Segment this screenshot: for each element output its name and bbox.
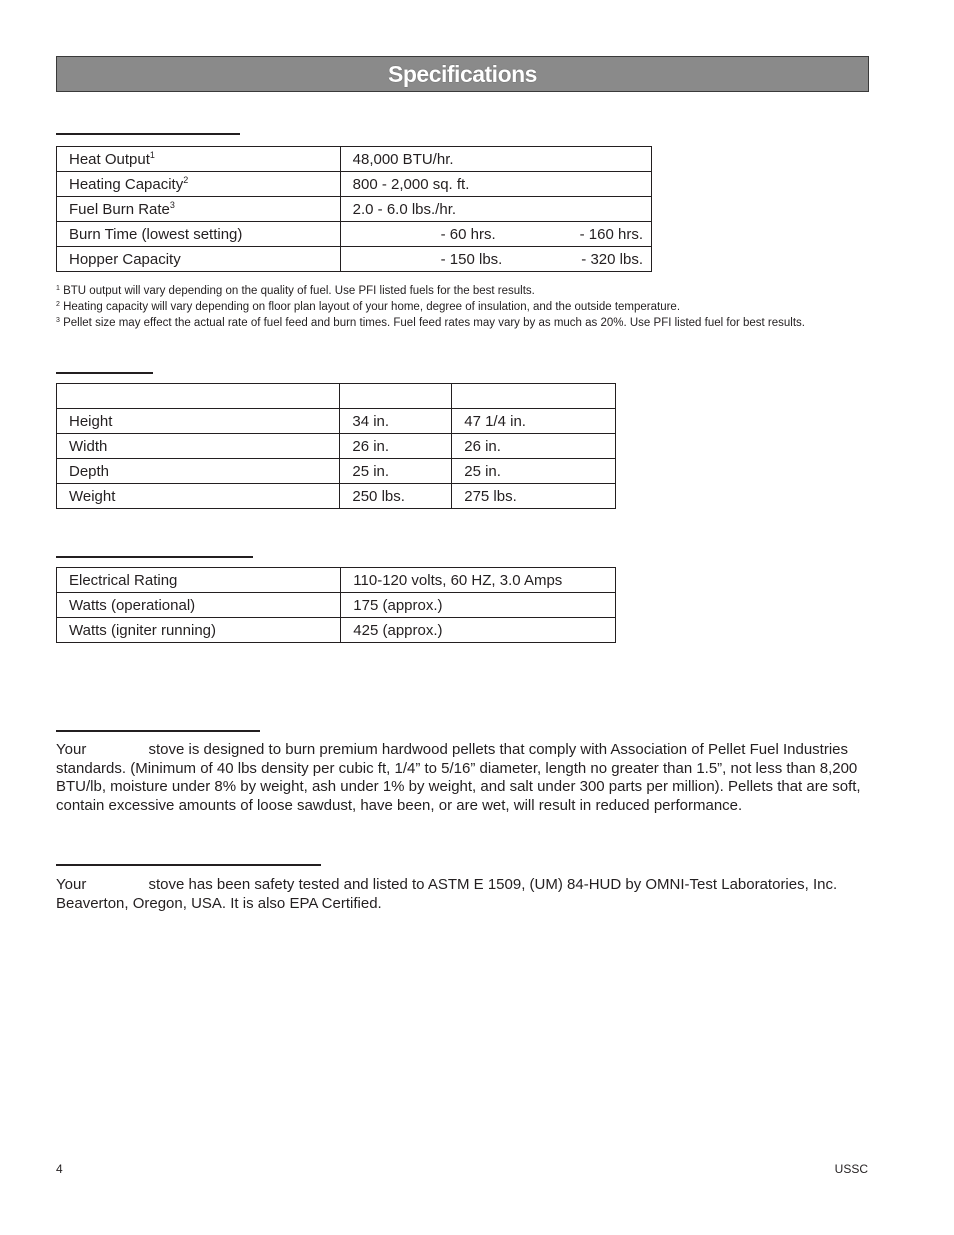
safety-paragraph: Your stove has been safety tested and listed to ASTM E 1509, (UM) 84-HUD by OMNI-Test Laboratories, Inc. Beaverton, Oregon, USA. It is also EPA Certified. (56, 876, 838, 912)
section-heading-rule-electrical (56, 556, 253, 558)
performance-table (56, 146, 652, 272)
row-label: Electrical Rating (57, 568, 341, 593)
row-value: 250 lbs. (340, 484, 452, 509)
table-row (57, 197, 652, 222)
page-title: Specifications (388, 60, 537, 87)
row-value: 48,000 BTU/hr. (340, 147, 651, 172)
row-label: Depth (57, 459, 340, 484)
footnote: $^3$ Pellet size may effect the actual rate of fuel feed and burn times. Fuel feed rates may vary by as much as 20%. Use PFI listed fuel for best results. (56, 317, 805, 329)
row-label: Burn Time (lowest setting) (57, 222, 341, 247)
table-row (57, 222, 652, 247)
row-label: Watts (operational) (57, 593, 341, 618)
row-label: Fuel Burn Rate$^3$ (57, 197, 341, 222)
dimensions-table (56, 383, 616, 509)
row-label: Heating Capacity$^2$ (57, 172, 341, 197)
row-value: 25 in. (452, 459, 616, 484)
section-heading-rule-safety (56, 864, 321, 866)
section-heading-rule-fuel (56, 730, 260, 732)
row-value: 47 1/4 in. (452, 409, 616, 434)
row-value: 800 - 2,000 sq. ft. (340, 172, 651, 197)
column-header (452, 384, 616, 409)
hopper-value-a: - 150 lbs. (440, 251, 503, 268)
column-header (340, 384, 452, 409)
row-value: 2.0 - 6.0 lbs./hr. (340, 197, 651, 222)
row-label: Width (57, 434, 340, 459)
row-value: 275 lbs. (452, 484, 616, 509)
row-value: 110-120 volts, 60 HZ, 3.0 Amps (341, 568, 616, 593)
footnote: $^2$ Heating capacity will vary depending on floor plan layout of your home, degree of insulation, and the outside temperature. (56, 301, 681, 313)
section-heading-rule-performance (56, 133, 240, 135)
row-value: 25 in. (340, 459, 452, 484)
table-header-row (57, 384, 616, 409)
row-value: 175 (approx.) (341, 593, 616, 618)
footnotes (56, 283, 916, 331)
row-label: Height (57, 409, 340, 434)
table-row (57, 409, 616, 434)
row-value (340, 222, 651, 247)
table-row (57, 459, 616, 484)
burn-time-value-a: - 60 hrs. (440, 226, 496, 243)
footnote: $^1$ BTU output will vary depending on the quality of fuel. Use PFI listed fuels for the best results. (56, 285, 535, 297)
table-row (57, 618, 616, 643)
burn-time-value-b: - 160 hrs. (579, 226, 643, 243)
footer-brand: USSC (834, 1162, 868, 1176)
column-header (57, 384, 340, 409)
row-value: 26 in. (340, 434, 452, 459)
row-value: 26 in. (452, 434, 616, 459)
row-label: Watts (igniter running) (57, 618, 341, 643)
row-label: Hopper Capacity (57, 247, 341, 272)
table-row (57, 593, 616, 618)
table-row (57, 434, 616, 459)
row-value: 425 (approx.) (341, 618, 616, 643)
row-value: 34 in. (340, 409, 452, 434)
table-row (57, 147, 652, 172)
table-row (57, 172, 652, 197)
table-row (57, 568, 616, 593)
row-value (340, 247, 651, 272)
row-label: Heat Output$^1$ (57, 147, 341, 172)
hopper-value-b: - 320 lbs. (581, 251, 643, 268)
section-banner (56, 56, 869, 92)
fuel-paragraph: Your stove is designed to burn premium hardwood pellets that comply with Association of Pellet Fuel Industries standards. (Minimum of 40 lbs density per cubic ft, 1/4” to 5/16” diameter, length no greater than 1.5”, not less than 8,200 BTU/lb, moisture under 8% by weight, ash under 1% by weight, and salt under 300 parts per million). Pellets that are soft, contain excessive amounts of loose sawdust, have been, or are wet, will result in reduced performance. (56, 741, 861, 814)
section-heading-rule-dimensions (56, 372, 153, 374)
row-label: Weight (57, 484, 340, 509)
page-number: 4 (56, 1162, 63, 1176)
table-row (57, 247, 652, 272)
table-row (57, 484, 616, 509)
electrical-table (56, 567, 616, 643)
